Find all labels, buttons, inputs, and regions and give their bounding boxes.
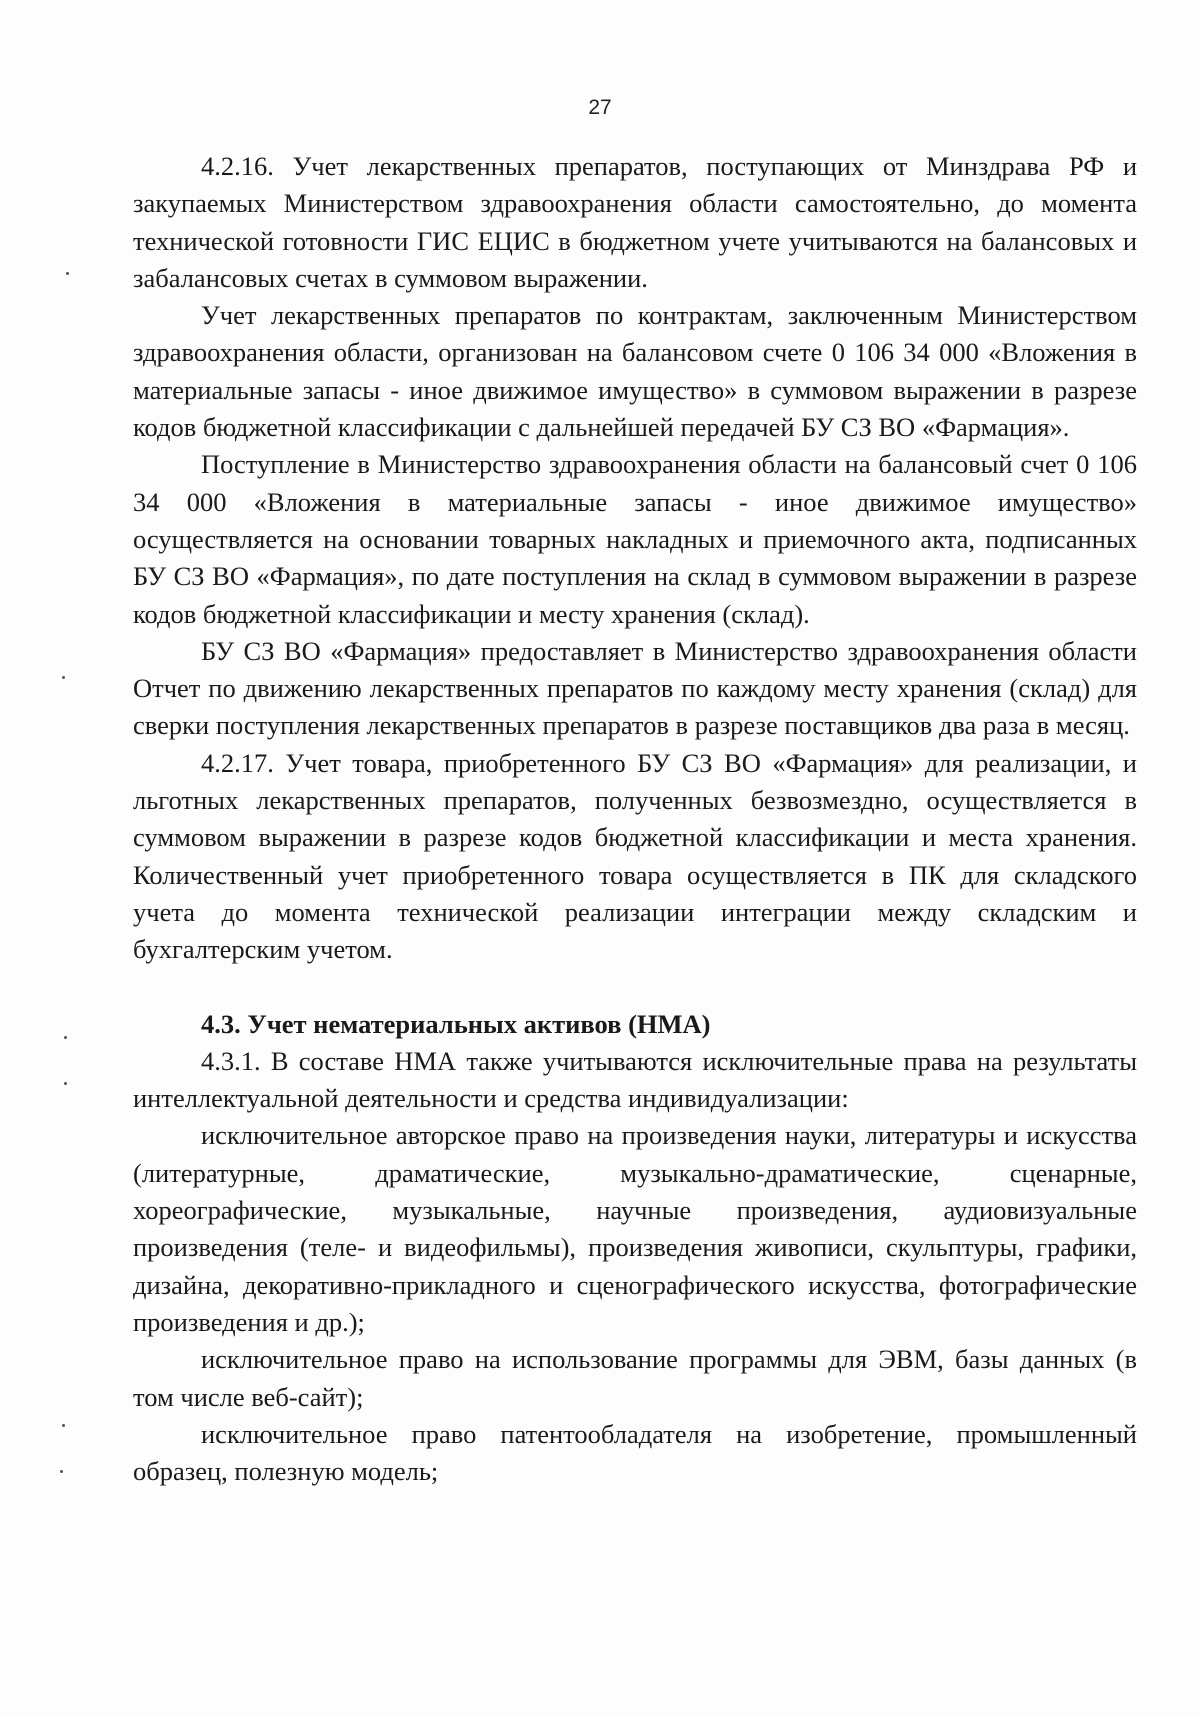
scan-speck [64,1082,67,1085]
list-item-software-right: исключительное право на использование программы для ЭВМ, базы данных (в том числе веб-сайт); [133,1344,1137,1412]
paragraph-4-2-17: 4.2.17. Учет товара, приобретенного БУ СЗ ВО «Фармация» для реализации, и льготных лекарственных препаратов, полученных безвозмездно, осуществляется в суммовом выражении в разрезе кодов бюджетной классификации и места хранения. Количественный учет приобретенного товара осуществляется в ПК для складского учета до момента технической реализации интеграции между складским и бухгалтерским учетом. [133,747,1137,965]
paragraph-4-3-1: 4.3.1. В составе НМА также учитываются исключительные права на результаты интеллектуальной деятельности и средства индивидуализации: [133,1045,1137,1114]
paragraph-4-2-16: 4.2.16. Учет лекарственных препаратов, поступающих от Минздрава РФ и закупаемых Министерством здравоохранения области самостоятельно, до момента технической готовности ГИС ЕЦИС в бюджетном учете учитываются на балансовых и забалансовых счетах в суммовом выражении. [133,151,1137,293]
paragraph-pharmacy-report: БУ СЗ ВО «Фармация» предоставляет в Министерство здравоохранения области Отчет по движению лекарственных препаратов по каждому месту хранения (склад) для сверки поступления лекарственных препаратов в разрезе поставщиков два раза в месяц. [133,635,1137,741]
list-item-patent-right: исключительное право патентообладателя на изобретение, промышленный образец, полезную модель; [133,1418,1137,1487]
list-item-copyright: исключительное авторское право на произведения науки, литературы и искусства (литературные, драматические, музыкально-драматические, сценарные, хореографические, музыкальные, научные произведения, аудиовизуальные произведения (теле- и видеофильмы), произведения живописи, скульптуры, графики, дизайна, декоративно-прикладного и сценографического искусства, фотографические произведения и др.); [133,1120,1137,1337]
scan-speck [62,1424,65,1427]
scan-speck [66,272,69,275]
scan-speck [60,1470,63,1473]
document-body [133,148,1137,1490]
paragraph-contracts-accounting: Учет лекарственных препаратов по контрактам, заключенным Министерством здравоохранения области, организован на балансовом счете 0 106 34 000 «Вложения в материальные запасы - иное движимое имущество» в суммовом выражении в разрезе кодов бюджетной классификации с дальнейшей передачей БУ СЗ ВО «Фармация». [133,300,1137,443]
page-number: 27 [588,96,612,119]
scan-speck [62,676,65,679]
paragraph-receipt-to-ministry: Поступление в Министерство здравоохранения области на балансовый счет 0 106 34 000 «Вложения в материальные запасы - иное движимое имущество» осуществляется на основании товарных накладных и приемочного акта, подписанных БУ СЗ ВО «Фармация», по дате поступления на склад в суммовом выражении в разрезе кодов бюджетной классификации и месту хранения (склад). [133,449,1137,629]
section-heading-4-3: 4.3. Учет нематериальных активов (НМА) [201,1008,711,1039]
scan-speck [64,1036,67,1039]
